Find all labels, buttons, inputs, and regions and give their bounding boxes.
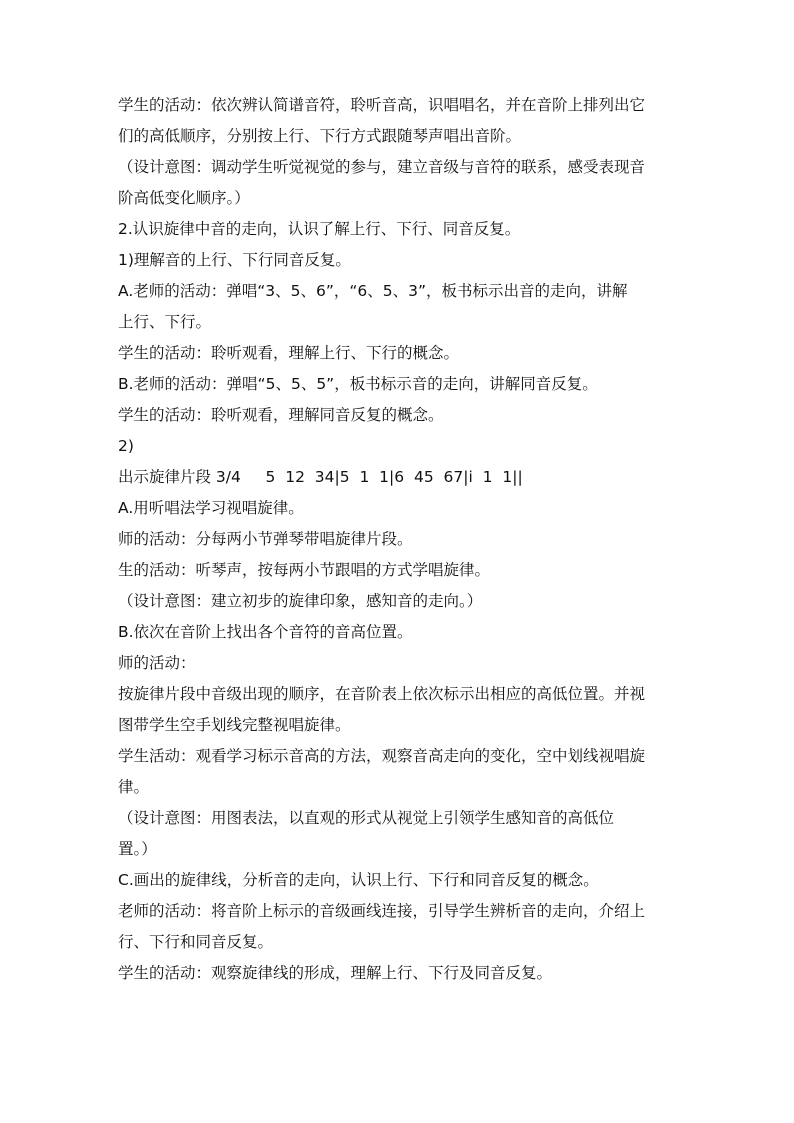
text-line: 2) [118,437,134,455]
text-line: 老师的活动：将音阶上标示的音级画线连接，引导学生辨析音的走向，介绍上 [118,902,646,920]
text-line: A.老师的活动：弹唱“3、5、6”，“6、5、3”，板书标示出音的走向，讲解 [118,282,628,300]
text-line: 阶高低变化顺序。） [118,189,250,207]
text-line: 学生的活动：聆听观看，理解同音反复的概念。 [118,406,444,424]
document-body [118,90,678,989]
text-line: （设计意图：建立初步的旋律印象，感知音的走向。） [118,592,483,610]
text-line: 行、下行和同音反复。 [118,933,274,951]
text-line: 学生活动：观看学习标示音高的方法，观察音高走向的变化，空中划线视唱旋 [118,747,646,765]
text-line: 学生的活动：聆听观看，理解上行、下行的概念。 [118,344,460,362]
text-line: 按旋律片段中音级出现的顺序，在音阶表上依次标示出相应的高低位置。并视 [118,685,646,703]
text-line: 上行、下行。 [118,313,212,331]
text-line: 学生的活动：依次辨认简谱音符，聆听音高，识唱唱名，并在音阶上排列出它 [118,96,646,114]
text-line: 们的高低顺序，分别按上行、下行方式跟随琴声唱出音阶。 [118,127,522,145]
text-line: B.老师的活动：弹唱“5、5、5”，板书标示音的走向，讲解同音反复。 [118,375,598,393]
text-line: （设计意图：用图表法，以直观的形式从视觉上引领学生感知音的高低位 [118,809,615,827]
text-line: 图带学生空手划线完整视唱旋律。 [118,716,351,734]
text-line: 学生的活动：观察旋律线的形成，理解上行、下行及同音反复。 [118,964,553,982]
text-line: 师的活动： [118,654,196,672]
text-line: 2.认识旋律中音的走向，认识了解上行、下行、同音反复。 [118,220,521,238]
text-line: 师的活动：分每两小节弹琴带唱旋律片段。 [118,530,413,548]
melody-notation-line: 出示旋律片段 3/4 5 12 34|5 1 1|6 45 67|i 1 1|| [118,468,523,486]
text-line: B.依次在音阶上找出各个音符的音高位置。 [118,623,413,641]
text-line: 律。 [118,778,150,796]
text-line: 生的活动：听琴声，按每两小节跟唱的方式学唱旋律。 [118,561,491,579]
text-line: 1)理解音的上行、下行同音反复。 [118,251,351,269]
text-line: C.画出的旋律线，分析音的走向，认识上行、下行和同音反复的概念。 [118,871,599,889]
text-line: （设计意图：调动学生听觉视觉的参与，建立音级与音符的联系，感受表现音 [118,158,646,176]
text-line: A.用听唱法学习视唱旋律。 [118,499,304,517]
text-line: 置。） [118,840,157,858]
